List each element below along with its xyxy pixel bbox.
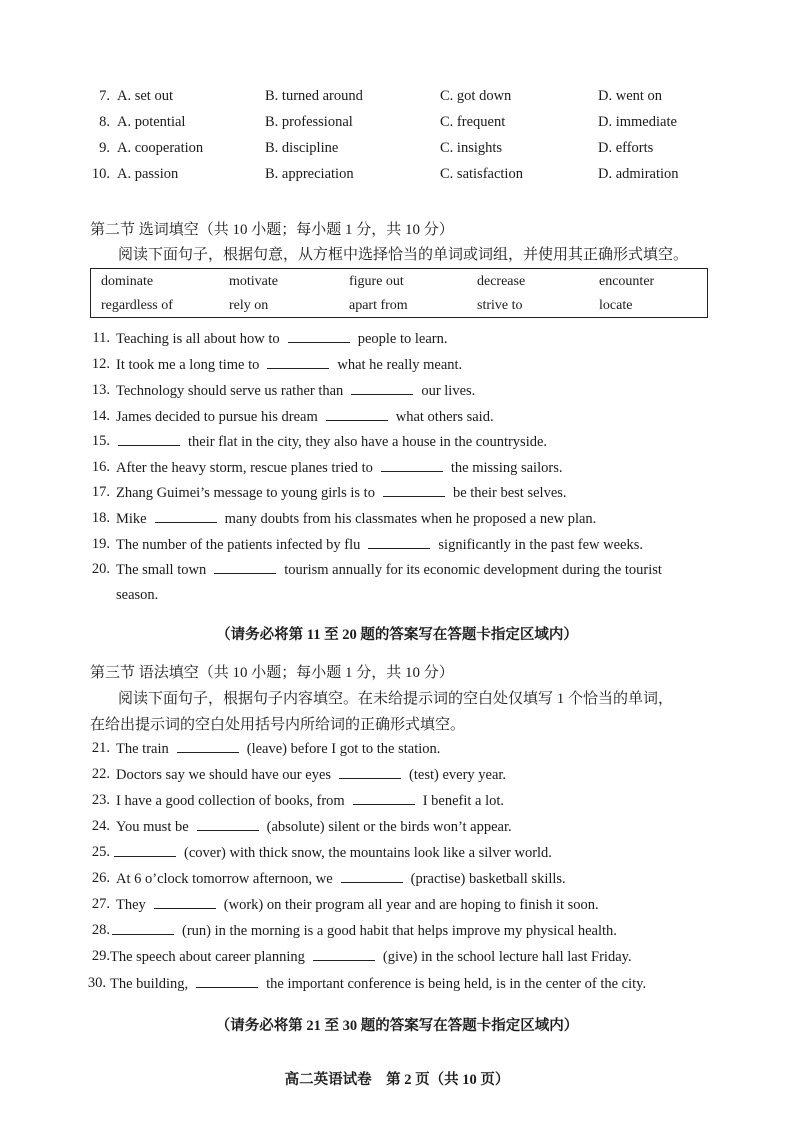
question-number: 17.	[91, 484, 110, 500]
answer-blank[interactable]	[341, 870, 403, 883]
question-text-post: their flat in the city, they also have a house in the countryside.	[188, 434, 548, 450]
section-3-instruction-line-1: 阅读下面句子，根据句子内容填空。在未给提示词的空白处仅填写 1 个恰当的单词，	[118, 691, 674, 707]
question-number: 22.	[91, 766, 110, 782]
question-text-pre: Zhang Guimei’s message to young girls is to	[116, 485, 375, 501]
option-a: A. passion	[117, 166, 179, 182]
answer-blank[interactable]	[339, 766, 401, 779]
question-text-post: (work) on their program all year and are hoping to finish it soon.	[223, 897, 599, 913]
answer-blank[interactable]	[381, 459, 443, 472]
question-text-post: (practise) basketball skills.	[410, 871, 566, 887]
section-3-instruction-line-2: 在给出提示词的空白处用括号内所给词的正确形式填空。	[90, 717, 466, 733]
question-text-post: what others said.	[395, 409, 494, 425]
question-text-pre: Mike	[116, 511, 147, 527]
answer-blank[interactable]	[368, 536, 430, 549]
answer-blank[interactable]	[353, 792, 415, 805]
word-bank-item: motivate	[229, 274, 278, 289]
option-b: B. turned around	[265, 88, 363, 104]
question-20-continuation	[0, 587, 794, 611]
option-b: B. professional	[265, 114, 353, 130]
answer-blank[interactable]	[214, 561, 276, 574]
section-3-title: 第三节 语法填空（共 10 小题；每小题 1 分，共 10 分）	[90, 665, 454, 681]
option-c: C. satisfaction	[440, 166, 523, 182]
question-text-post: people to learn.	[357, 331, 448, 347]
question-text-post: many doubts from his classmates when he proposed a new plan.	[224, 511, 597, 527]
question-28	[0, 922, 794, 946]
question-12	[0, 356, 794, 380]
option-c: C. frequent	[440, 114, 506, 130]
question-21	[0, 740, 794, 764]
question-27	[0, 896, 794, 920]
question-text-pre: The small town	[116, 562, 207, 578]
option-c: C. insights	[440, 140, 503, 156]
question-number: 12.	[91, 356, 110, 372]
mc-question-8	[0, 114, 794, 140]
question-number: 7.	[99, 88, 110, 104]
answer-blank[interactable]	[326, 408, 388, 421]
question-text-pre: I have a good collection of books, from	[116, 793, 345, 809]
question-number: 13.	[91, 382, 110, 398]
question-text-continuation: season.	[116, 587, 159, 603]
question-text-pre: They	[116, 897, 146, 913]
word-bank-item: apart from	[349, 298, 408, 313]
question-number: 20.	[91, 561, 110, 577]
answer-blank[interactable]	[383, 484, 445, 497]
question-number: 30.	[87, 975, 106, 991]
question-14	[0, 408, 794, 432]
answer-sheet-note-11-20: （请务必将第 11 至 20 题的答案写在答题卡指定区域内）	[216, 627, 578, 643]
question-30	[0, 975, 794, 999]
option-d: D. immediate	[598, 114, 677, 130]
question-number: 21.	[91, 740, 110, 756]
option-c: C. got down	[440, 88, 512, 104]
question-text-post: what he really meant.	[337, 357, 463, 373]
question-text-post: (absolute) silent or the birds won’t appear.	[266, 819, 512, 835]
option-a: A. potential	[117, 114, 186, 130]
question-text-pre: The train	[116, 741, 169, 757]
question-text-post: be their best selves.	[452, 485, 567, 501]
question-text-post: significantly in the past few weeks.	[438, 537, 643, 553]
option-a: A. cooperation	[117, 140, 204, 156]
question-23	[0, 792, 794, 816]
question-text-pre: It took me a long time to	[116, 357, 260, 373]
section-2-instruction: 阅读下面句子，根据句意，从方框中选择恰当的单词或词组，并使用其正确形式填空。	[118, 247, 689, 263]
question-number: 28.	[91, 922, 110, 938]
option-b: B. discipline	[265, 140, 339, 156]
question-text-post: (test) every year.	[409, 767, 507, 783]
question-number: 11.	[92, 330, 110, 346]
question-number: 16.	[91, 459, 110, 475]
answer-blank[interactable]	[177, 740, 239, 753]
question-number: 19.	[91, 536, 110, 552]
answer-blank[interactable]	[313, 948, 375, 961]
question-number: 26.	[91, 870, 110, 886]
word-bank-item: rely on	[229, 298, 269, 313]
question-number: 23.	[91, 792, 110, 808]
question-text-pre: You must be	[116, 819, 189, 835]
answer-blank[interactable]	[196, 975, 258, 988]
question-text-post: (cover) with thick snow, the mountains look like a silver world.	[184, 845, 552, 861]
question-text-post: our lives.	[421, 383, 476, 399]
option-d: D. efforts	[598, 140, 654, 156]
answer-sheet-note-21-30: （请务必将第 21 至 30 题的答案写在答题卡指定区域内）	[215, 1018, 579, 1034]
question-number: 27.	[91, 896, 110, 912]
question-number: 8.	[99, 114, 110, 130]
question-text-pre: The building,	[110, 976, 189, 992]
question-text-pre: The speech about career planning	[110, 949, 305, 965]
question-text-pre: Teaching is all about how to	[116, 331, 280, 347]
word-bank-item: encounter	[599, 274, 655, 289]
mc-question-10	[0, 166, 794, 192]
answer-blank[interactable]	[114, 844, 176, 857]
question-text-pre: Technology should serve us rather than	[116, 383, 344, 399]
question-text-post: the important conference is being held, is in the center of the city.	[266, 976, 647, 992]
option-d: D. admiration	[598, 166, 679, 182]
question-text-post: tourism annually for its economic development during the tourist	[284, 562, 662, 578]
word-bank-box	[90, 268, 708, 318]
word-bank-item: decrease	[477, 274, 526, 289]
section-2-title: 第二节 选词填空（共 10 小题；每小题 1 分，共 10 分）	[90, 222, 454, 238]
answer-blank[interactable]	[267, 356, 329, 369]
question-text-post: (run) in the morning is a good habit that helps improve my physical health.	[182, 923, 617, 939]
question-29	[0, 948, 794, 972]
question-number: 14.	[91, 408, 110, 424]
question-number: 24.	[91, 818, 110, 834]
question-24	[0, 818, 794, 842]
question-number: 29.	[91, 948, 110, 964]
question-26	[0, 870, 794, 894]
option-a: A. set out	[117, 88, 173, 104]
question-text-pre: James decided to pursue his dream	[116, 409, 318, 425]
word-bank-item: regardless of	[101, 298, 173, 313]
question-19	[0, 536, 794, 560]
question-text-pre: After the heavy storm, rescue planes tried to	[116, 460, 373, 476]
question-25	[0, 844, 794, 868]
option-b: B. appreciation	[265, 166, 354, 182]
question-number: 15.	[91, 433, 110, 449]
question-text-post: (leave) before I got to the station.	[246, 741, 441, 757]
question-number: 18.	[91, 510, 110, 526]
answer-blank[interactable]	[154, 896, 216, 909]
question-number: 25.	[91, 844, 110, 860]
question-16	[0, 459, 794, 483]
answer-blank[interactable]	[197, 818, 259, 831]
word-bank-item: locate	[599, 298, 633, 313]
answer-blank[interactable]	[118, 433, 180, 446]
answer-blank[interactable]	[351, 382, 413, 395]
option-d: D. went on	[598, 88, 663, 104]
question-20	[0, 561, 794, 585]
question-text-pre: Doctors say we should have our eyes	[116, 767, 332, 783]
question-18	[0, 510, 794, 534]
question-text-post: the missing sailors.	[450, 460, 563, 476]
mc-question-7	[0, 88, 794, 114]
question-number: 10.	[91, 166, 110, 182]
page-footer: 高二英语试卷 第 2 页（共 10 页）	[284, 1072, 510, 1088]
answer-blank[interactable]	[112, 922, 174, 935]
question-number: 9.	[99, 140, 110, 156]
word-bank-item: dominate	[101, 274, 154, 289]
question-text-post: I benefit a lot.	[422, 793, 505, 809]
question-text-pre: The number of the patients infected by flu	[116, 537, 361, 553]
question-11	[0, 330, 794, 354]
mc-question-9	[0, 140, 794, 166]
answer-blank[interactable]	[288, 330, 350, 343]
word-bank-item: figure out	[349, 274, 404, 289]
question-22	[0, 766, 794, 790]
question-text-post: (give) in the school lecture hall last Friday.	[382, 949, 632, 965]
answer-blank[interactable]	[155, 510, 217, 523]
question-text-pre: At 6 o’clock tomorrow afternoon, we	[116, 871, 333, 887]
word-bank-item: strive to	[477, 298, 523, 313]
question-13	[0, 382, 794, 406]
question-17	[0, 484, 794, 508]
question-15	[0, 433, 794, 457]
